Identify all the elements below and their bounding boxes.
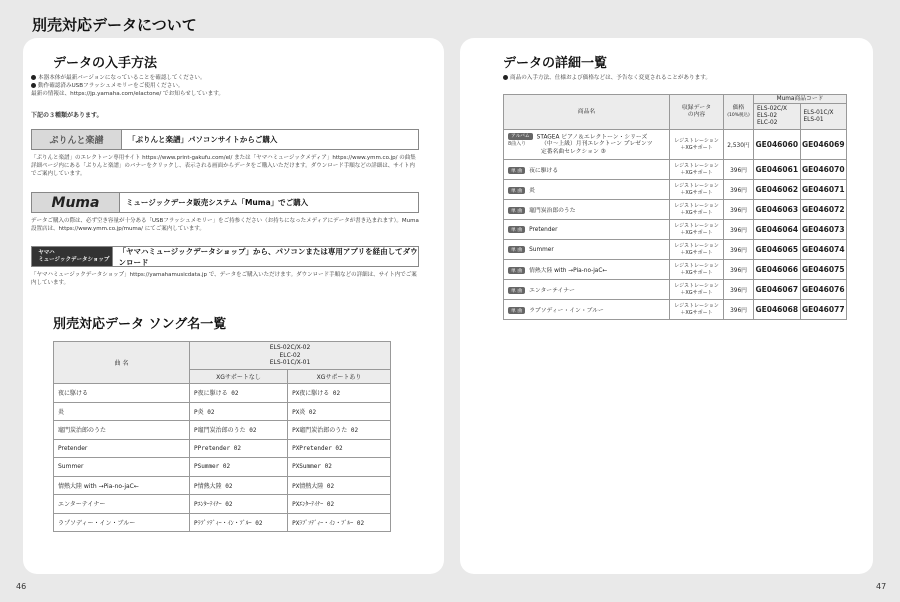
note-line-2: 動作確認済みUSBフラッシュメモリーをご使用ください。: [31, 82, 224, 90]
method-desc-yamaha-shop: 「ヤマハミュージックデータショップ」https://yamahamusicdata.jp で、データをご購入いただけます。ダウンロード手順などの詳細は、サイト内でご案内しています。: [31, 272, 417, 287]
bullet-1-icon: [31, 75, 36, 80]
detail-note: 商品の入手方法、仕様および価格などは、予告なく変更されることがあります。: [503, 74, 711, 82]
table-row: Pretender PPretender 02 PXPretender 02: [54, 439, 391, 458]
table-row: 夜に駆ける P夜に駆ける 02 PX夜に駆ける 02: [54, 384, 391, 403]
table-row: ラプソディー・イン・ブルー Pﾗﾌﾟｿﾃﾞｨｰ・ｲﾝ・ﾌﾞﾙｰ 02 PXﾗﾌﾟｿﾃﾞｨｰ・ｲﾝ・ﾌﾞﾙｰ 02: [54, 513, 391, 532]
yamaha-music-data-shop-logo: ヤマハ ミュージックデータショップ: [32, 247, 113, 266]
single-badge: 単 曲: [508, 207, 525, 214]
song-list-title: 別売対応データ ソング名一覧: [53, 317, 227, 332]
table-row: 単 曲 情熱大陸 with →Pia-no-jaC← レジストレーション ＋XGサポート 396円 GE046066 GE046075: [504, 260, 847, 280]
single-badge: 単 曲: [508, 246, 525, 253]
single-badge: 単 曲: [508, 287, 525, 294]
table-row: 情熱大陸 with →Pia-no-jaC← P情熱大陸 02 PX情熱大陸 02: [54, 476, 391, 495]
method-label-muma: ミュージックデータ販売システム「Muma」でご購入: [126, 198, 309, 207]
muma-logo: Muma: [32, 193, 120, 212]
print-gakufu-logo: ぷりんと楽譜: [32, 130, 122, 149]
method-bar-muma: [31, 192, 419, 213]
method-bar-print-gakufu: [31, 129, 419, 150]
model-a-header: ELS-02C/X ELS-02 ELC-02: [754, 104, 801, 130]
page-header-title: 別売対応データについて: [32, 16, 197, 34]
content-col-header: 収録データ の内容: [670, 95, 724, 130]
album-row: アルバム STAGEA ピアノ＆エレクトーン・シリーズ 8曲入り （中～上級）月刊エレクトーン プレゼンツ 定番名曲セレクション ③ レジストレーション ＋XGサポート 2,530円 GE046060 GE046069: [504, 130, 847, 160]
page-number-right: 47: [876, 582, 887, 591]
song-col-header: 曲 名: [54, 342, 190, 384]
no-xg-col-header: XGサポートなし: [190, 370, 288, 384]
detail-title: データの詳細一覧: [503, 56, 608, 71]
method-desc-muma: データご購入の際は、必ず空き容量が十分ある「USBフラッシュメモリー」をご持参ください（お持ちになったメディアにデータが書き込まれます）。Muma設置店は、https://www.ymm.co.jp/muma/ にてご案内しています。: [31, 218, 419, 233]
price-col-header: 価格 (10%税込): [724, 95, 754, 130]
acquisition-notes: [31, 74, 224, 99]
method-bar-yamaha-shop: [31, 246, 419, 267]
single-badge: 単 曲: [508, 226, 525, 233]
method-label-print-gakufu: 「ぷりんと楽譜」パソコンサイトからご購入: [128, 135, 278, 144]
table-row: 炎 P炎 02 PX炎 02: [54, 402, 391, 421]
method-label-yamaha-shop: 「ヤマハミュージックデータショップ」から、パソコンまたは専用アプリを経由してダウンロード: [118, 246, 418, 267]
table-row: 単 曲 竈門炭治郎のうた レジストレーション ＋XGサポート 396円 GE046063 GE046072: [504, 200, 847, 220]
note-line-1: 本器本体が最新バージョンになっていることを確認してください。: [31, 74, 224, 82]
detail-table: [503, 94, 847, 320]
acquisition-title: データの入手方法: [53, 56, 158, 71]
model-header: ELS-02C/X-02 ELC-02 ELS-01C/X-01: [190, 342, 391, 370]
table-row: エンターテイナー Pｴﾝﾀｰﾃｲﾅｰ 02 PXｴﾝﾀｰﾃｲﾅｰ 02: [54, 495, 391, 514]
model-b-header: ELS-01C/X ELS-01: [800, 104, 847, 130]
table-row: 単 曲 エンターテイナー レジストレーション ＋XGサポート 396円 GE046067 GE046076: [504, 280, 847, 300]
table-row: 単 曲 Pretender レジストレーション ＋XGサポート 396円 GE046064 GE046073: [504, 220, 847, 240]
song-name-table: [53, 341, 391, 532]
bullet-2-icon: [31, 83, 36, 88]
name-col-header: 商品名: [504, 95, 670, 130]
table-row: 単 曲 ラプソディー・イン・ブルー レジストレーション ＋XGサポート 396円 GE046068 GE046077: [504, 300, 847, 320]
code-col-header: Muma商品コード: [754, 95, 847, 104]
info-line: 最新の情報は、https://jp.yamaha.com/elactone/ でお知らせしています。: [31, 91, 224, 98]
single-badge: 単 曲: [508, 307, 525, 314]
table-row: 単 曲 炎 レジストレーション ＋XGサポート 396円 GE046062 GE046071: [504, 180, 847, 200]
table-row: 竈門炭治郎のうた P竈門炭治郎のうた 02 PX竈門炭治郎のうた 02: [54, 421, 391, 440]
album-badge: アルバム: [508, 133, 533, 141]
single-badge: 単 曲: [508, 267, 525, 274]
table-row: 単 曲 Summer レジストレーション ＋XGサポート 396円 GE046065 GE046074: [504, 240, 847, 260]
method-desc-print-gakufu: 「ぷりんと楽譜」のエレクトーン専用サイト https://www.print-gakufu.com/el/ または「ヤマハミュージックメディア」https://www.ymm.co.jp/ の曲集詳細ページ内にある「ぷりんと楽譜」のバナーをクリックし、表示される画面からデータをご購入いただけます。ダウンロード手順などの詳細は、サイト内でご案内しています。: [31, 155, 416, 178]
page-number-left: 46: [16, 582, 27, 591]
bullet-icon: [503, 75, 508, 80]
table-row: 単 曲 夜に駆ける レジストレーション ＋XGサポート 396円 GE046061 GE046070: [504, 160, 847, 180]
methods-intro: 下記の３種類があります。: [31, 112, 103, 119]
single-badge: 単 曲: [508, 187, 525, 194]
xg-col-header: XGサポートあり: [288, 370, 391, 384]
single-badge: 単 曲: [508, 167, 525, 174]
table-row: Summer PSummer 02 PXSummer 02: [54, 458, 391, 477]
